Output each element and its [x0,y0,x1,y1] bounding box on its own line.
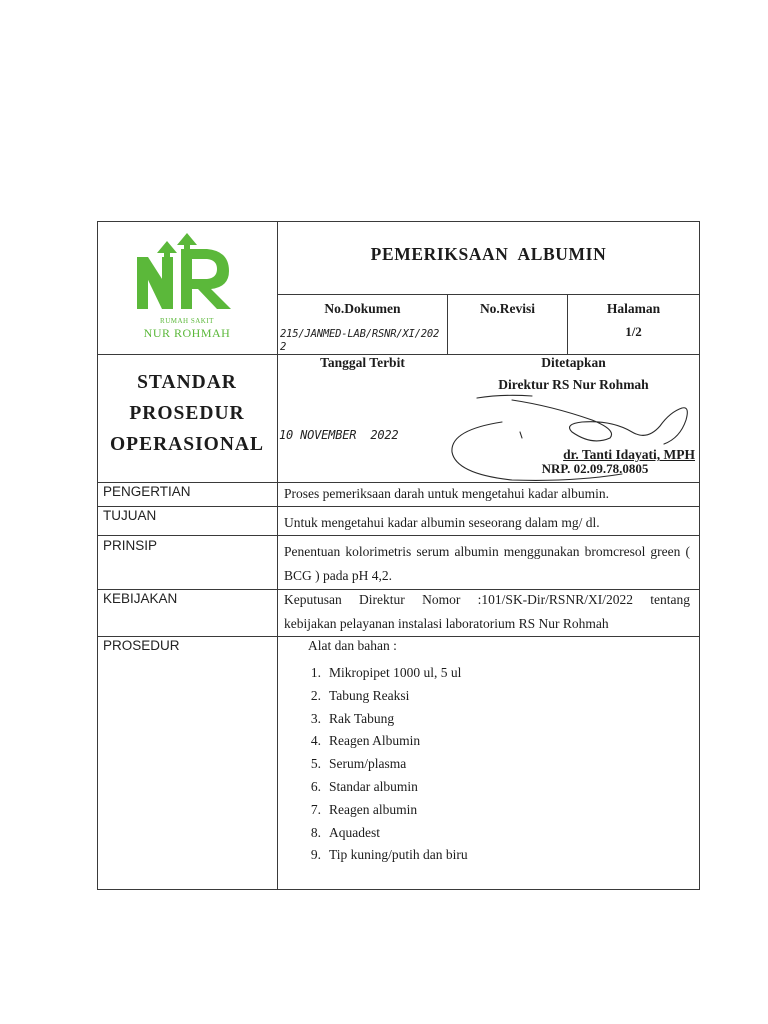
section-text-tujuan: Untuk mengetahui kadar albumin seseorang dalam mg/ dl. [284,515,600,530]
established-label: Ditetapkan [541,355,606,370]
date-value: 10 NOVEMBER 2022 [279,428,399,442]
hospital-logo [131,231,243,349]
page-value: 1/2 [625,324,642,339]
section-text-kebijakan: Keputusan Direktur Nomor :101/SK-Dir/RSNR/XI/2022 tentang kebijakan pelayanan instalasi laboratorium RS Nur Rohmah [284,592,690,631]
section-text-prinsip: Penentuan kolorimetris serum albumin menggunakan bromcresol green ( BCG ) pada pH 4,2. [284,544,690,583]
list-item: 2. Tabung Reaksi [310,687,410,703]
list-item: 9. Tip kuning/putih dan biru [310,847,468,863]
signer-name: dr. Tanti Idayati, MPH [563,447,695,462]
sop-line2: PROSEDUR [129,403,245,424]
established-by: Direktur RS Nur Rohmah [498,377,649,392]
section-label-prinsip: PRINSIP [103,538,158,553]
list-item: 4. Reagen Albumin [310,733,421,749]
sop-title [97,367,277,460]
sop-document [97,221,700,890]
list-item: 5. Serum/plasma [310,756,407,772]
equipment-list [297,662,687,867]
logo-line2: NUR ROHMAH [143,326,231,340]
row-divider-2 [97,535,700,536]
border-left [97,221,98,890]
column-divider [277,221,278,890]
signer-nrp: NRP. 02.09.78.0805 [541,461,649,476]
border-bottom [97,889,700,890]
doc-no-label: No.Dokumen [324,301,401,316]
border-right [699,221,700,890]
title-divider [278,294,699,295]
logo-line1: RUMAH SAKIT [160,317,214,325]
section-label-kebijakan: KEBIJAKAN [103,591,178,606]
section-label-pengertian: PENGERTIAN [103,484,191,499]
list-item: 6. Standar albumin [310,778,418,794]
section-label-prosedur: PROSEDUR [103,638,180,653]
sop-line1: STANDAR [137,372,237,393]
sop-line3: OPERASIONAL [109,434,265,455]
section-text-pengertian: Proses pemeriksaan darah untuk mengetahui kadar albumin. [284,486,610,501]
date-label: Tanggal Terbit [320,355,405,370]
document-title: PEMERIKSAAN ALBUMIN [370,244,607,264]
section-label-tujuan: TUJUAN [103,508,157,523]
list-item: 1. Mikropipet 1000 ul, 5 ul [310,665,462,680]
list-item: 3. Rak Tabung [310,710,395,726]
nr-logo-icon [131,231,243,315]
list-item: 8. Aquadest [310,824,380,840]
border-top [97,221,700,222]
prosedur-intro: Alat dan bahan : [308,638,397,653]
revision-label: No.Revisi [479,301,536,316]
page-label: Halaman [606,301,661,316]
list-item: 7. Reagen albumin [310,801,418,817]
doc-no-value: 215/JANMED-LAB/RSNR/XI/2022 [280,328,440,353]
